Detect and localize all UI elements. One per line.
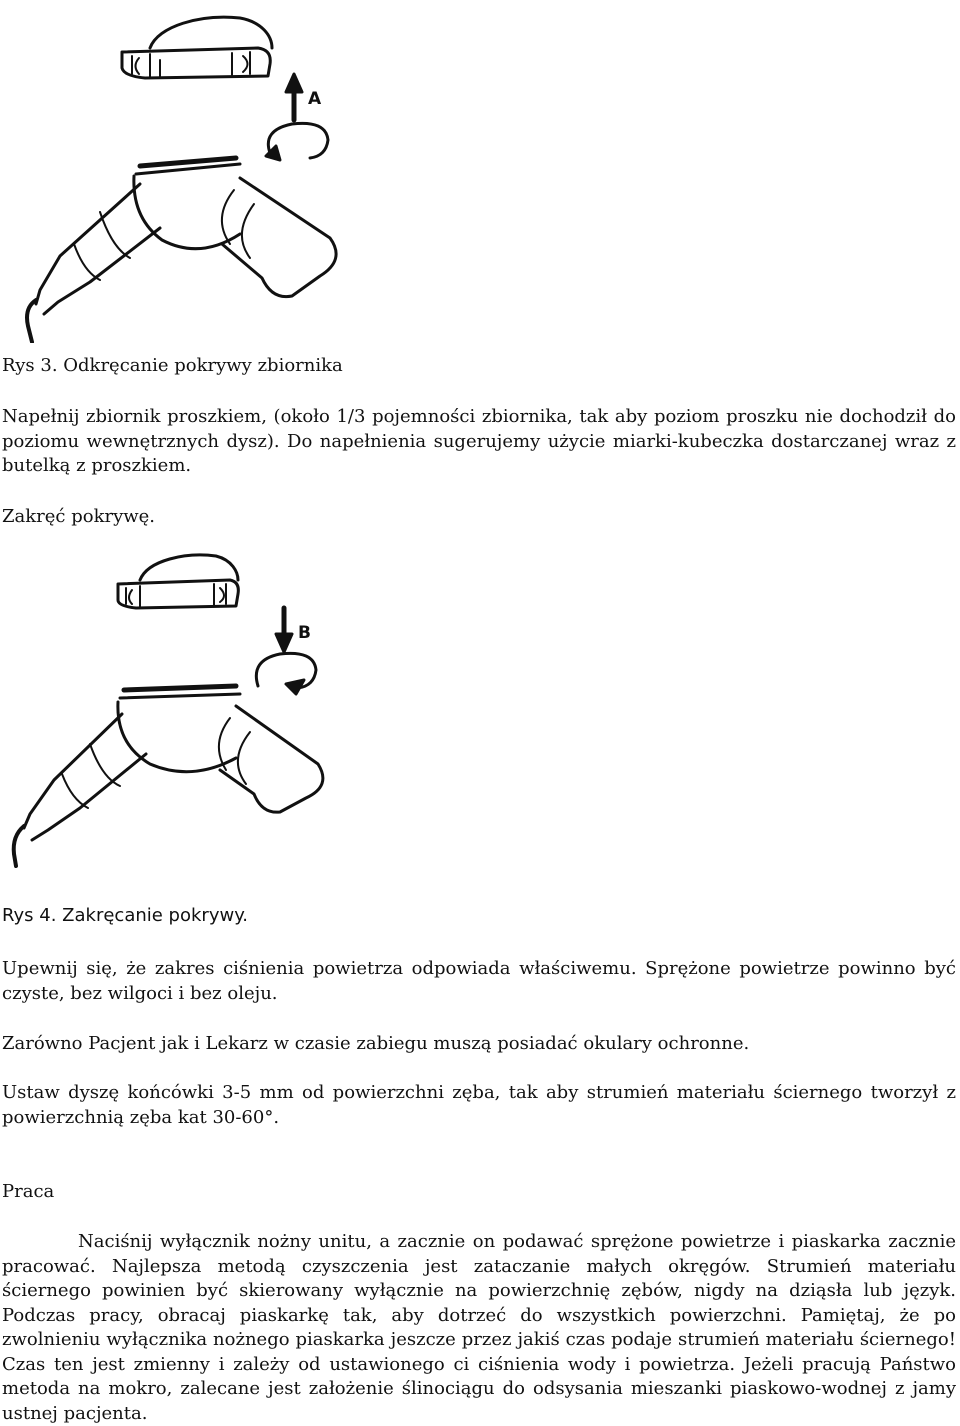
figure-1-caption: Rys 3. Odkręcanie pokrywy zbiornika [2,355,343,376]
handpiece-illustration [0,8,350,343]
arrow-label-b: B [298,623,311,643]
paragraph-fill-tank: Napełnij zbiornik proszkiem, (około 1/3 pojemności zbiornika, tak aby poziom proszku nie dochodził do poziomu wewnętrznych dysz). Do napełnienia sugerujemy użycie miarki-kubeczka dostarczanej wraz z butelką z proszkiem. [2,406,956,476]
figure-2-caption: Rys 4. Zakręcanie pokrywy. [2,905,249,926]
paragraph-nozzle-distance: Ustaw dyszę końcówki 3-5 mm od powierzchni zęba, tak aby strumień materiału ściernego tworzył z powierzchnią zęba kat 30-60°. [2,1082,956,1128]
paragraph-protective-glasses: Zarówno Pacjent jak i Lekarz w czasie zabiegu muszą posiadać okulary ochronne. [2,1033,750,1054]
handpiece-illustration-2 [0,548,350,878]
arrow-label-a: A [308,89,322,109]
paragraph-operation: Naciśnij wyłącznik nożny unitu, a zacznie on podawać sprężone powietrze i piaskarka zacznie pracować. Najlepsza metodą czyszczenia jest zataczanie małych okręgów. Strumień materiału ściernego powinien być skierowany wyłącznie na powierzchnię zębów, nigdy na dziąsła lub język. Podczas pracy, obracaj piaskarkę tak, aby dotrzeć do wszystkich powierzchni. Pamiętaj, że po zwolnieniu wyłącznika nożnego piaskarka jeszcze przez jakiś czas podaje strumień materiału ściernego! Czas ten jest zmienny i zależy od ustawionego ci ciśnienia wody i powietrza. Jeżeli pracują Państwo metoda na mokro, zalecane jest założenie ślinociągu do odsysania mieszanki piaskowo-wodnej z jamy ustnej pacjenta. [2,1231,956,1424]
figure-unscrew-cap [0,8,350,343]
paragraph-close-cap: Zakręć pokrywę. [2,506,156,527]
paragraph-air-pressure: Upewnij się, że zakres ciśnienia powietrza odpowiada właściwemu. Sprężone powietrze powinno być czyste, bez wilgoci i bez oleju. [2,958,956,1004]
section-heading-praca: Praca [2,1181,55,1202]
figure-screw-cap [0,548,350,878]
